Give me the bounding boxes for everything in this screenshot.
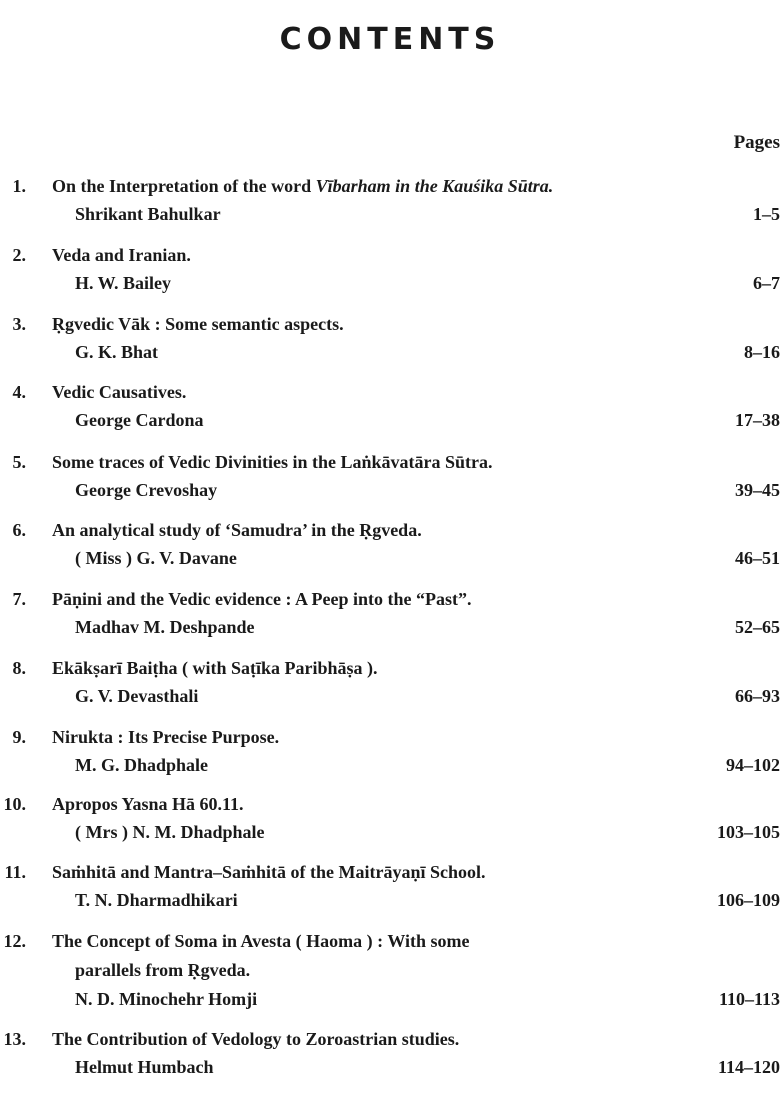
page-title: CONTENTS xyxy=(279,22,501,57)
entry-pages: 66–93 xyxy=(735,686,780,706)
entry-author: N. D. Minochehr Homji xyxy=(75,989,258,1009)
entry-author: Shrikant Bahulkar xyxy=(75,204,221,224)
entry-title: Ṛgvedic Vāk : Some semantic aspects. xyxy=(52,314,344,334)
entry-pages: 106–109 xyxy=(717,890,780,910)
entry-author: ( Mrs ) N. M. Dhadphale xyxy=(75,822,265,842)
entry-title-continued: parallels from Ṛgveda. xyxy=(75,960,251,980)
entry-pages: 46–51 xyxy=(735,548,780,568)
entry-title: An analytical study of ‘Samudra’ in the Ṛgveda. xyxy=(52,520,422,540)
entry-title: Ekākṣarī Baiṭha ( with Saṭīka Paribhāṣa ). xyxy=(52,658,378,678)
entry-author: M. G. Dhadphale xyxy=(75,755,209,775)
entry-pages: 94–102 xyxy=(726,755,780,775)
entry-title-text: On the Interpretation of the word xyxy=(52,176,312,196)
entry-pages: 8–16 xyxy=(744,342,780,362)
entry-pages: 6–7 xyxy=(753,273,780,293)
entry-title: Nirukta : Its Precise Purpose. xyxy=(52,727,280,747)
entry-number: 5. xyxy=(12,452,26,472)
entry-pages: 1–5 xyxy=(753,204,780,224)
entry-author: George Cardona xyxy=(75,410,204,430)
entry-author: Madhav M. Deshpande xyxy=(75,617,255,637)
entry-number: 7. xyxy=(12,589,26,609)
entry-pages: 39–45 xyxy=(735,480,780,500)
entry-number: 6. xyxy=(12,520,26,540)
entry-number: 13. xyxy=(3,1029,26,1049)
entry-number: 11. xyxy=(4,862,26,882)
entry-title: Veda and Iranian. xyxy=(52,245,191,265)
entry-author: George Crevoshay xyxy=(75,480,218,500)
entry-pages: 17–38 xyxy=(735,410,780,430)
entry-pages: 110–113 xyxy=(718,989,780,1009)
entry-number: 9. xyxy=(12,727,26,747)
entry-title: Apropos Yasna Hā 60.11. xyxy=(52,794,244,814)
pages-column-label: Pages xyxy=(733,132,780,153)
entry-title: Vedic Causatives. xyxy=(52,382,187,402)
entry-title-italic: Vībarham in the Kauśika Sūtra. xyxy=(315,176,554,196)
entry-title: Pāṇini and the Vedic evidence : A Peep into the “Past”. xyxy=(52,589,472,609)
entry-title xyxy=(52,176,553,197)
entry-pages: 103–105 xyxy=(717,822,780,842)
entry-author: ( Miss ) G. V. Davane xyxy=(75,548,237,568)
entry-number: 4. xyxy=(12,382,26,402)
entry-author: G. K. Bhat xyxy=(75,342,159,362)
entry-author: Helmut Humbach xyxy=(75,1057,214,1077)
entry-number: 10. xyxy=(3,794,26,814)
entry-title: The Concept of Soma in Avesta ( Haoma ) : With some xyxy=(52,931,470,951)
entry-number: 8. xyxy=(12,658,26,678)
entry-author: T. N. Dharmadhikari xyxy=(75,890,238,910)
entry-number: 1. xyxy=(12,176,26,196)
entry-pages: 52–65 xyxy=(735,617,780,637)
entry-pages: 114–120 xyxy=(717,1057,780,1077)
entry-title: Some traces of Vedic Divinities in the Laṅkāvatāra Sūtra. xyxy=(52,452,493,472)
entry-number: 2. xyxy=(12,245,26,265)
entry-number: 12. xyxy=(3,931,26,951)
entry-title: Saṁhitā and Mantra–Saṁhitā of the Maitrāyaṇī School. xyxy=(52,862,486,882)
entry-author: G. V. Devasthali xyxy=(75,686,199,706)
entry-title: The Contribution of Vedology to Zoroastrian studies. xyxy=(52,1029,460,1049)
entry-author: H. W. Bailey xyxy=(75,273,172,293)
entry-number: 3. xyxy=(12,314,26,334)
